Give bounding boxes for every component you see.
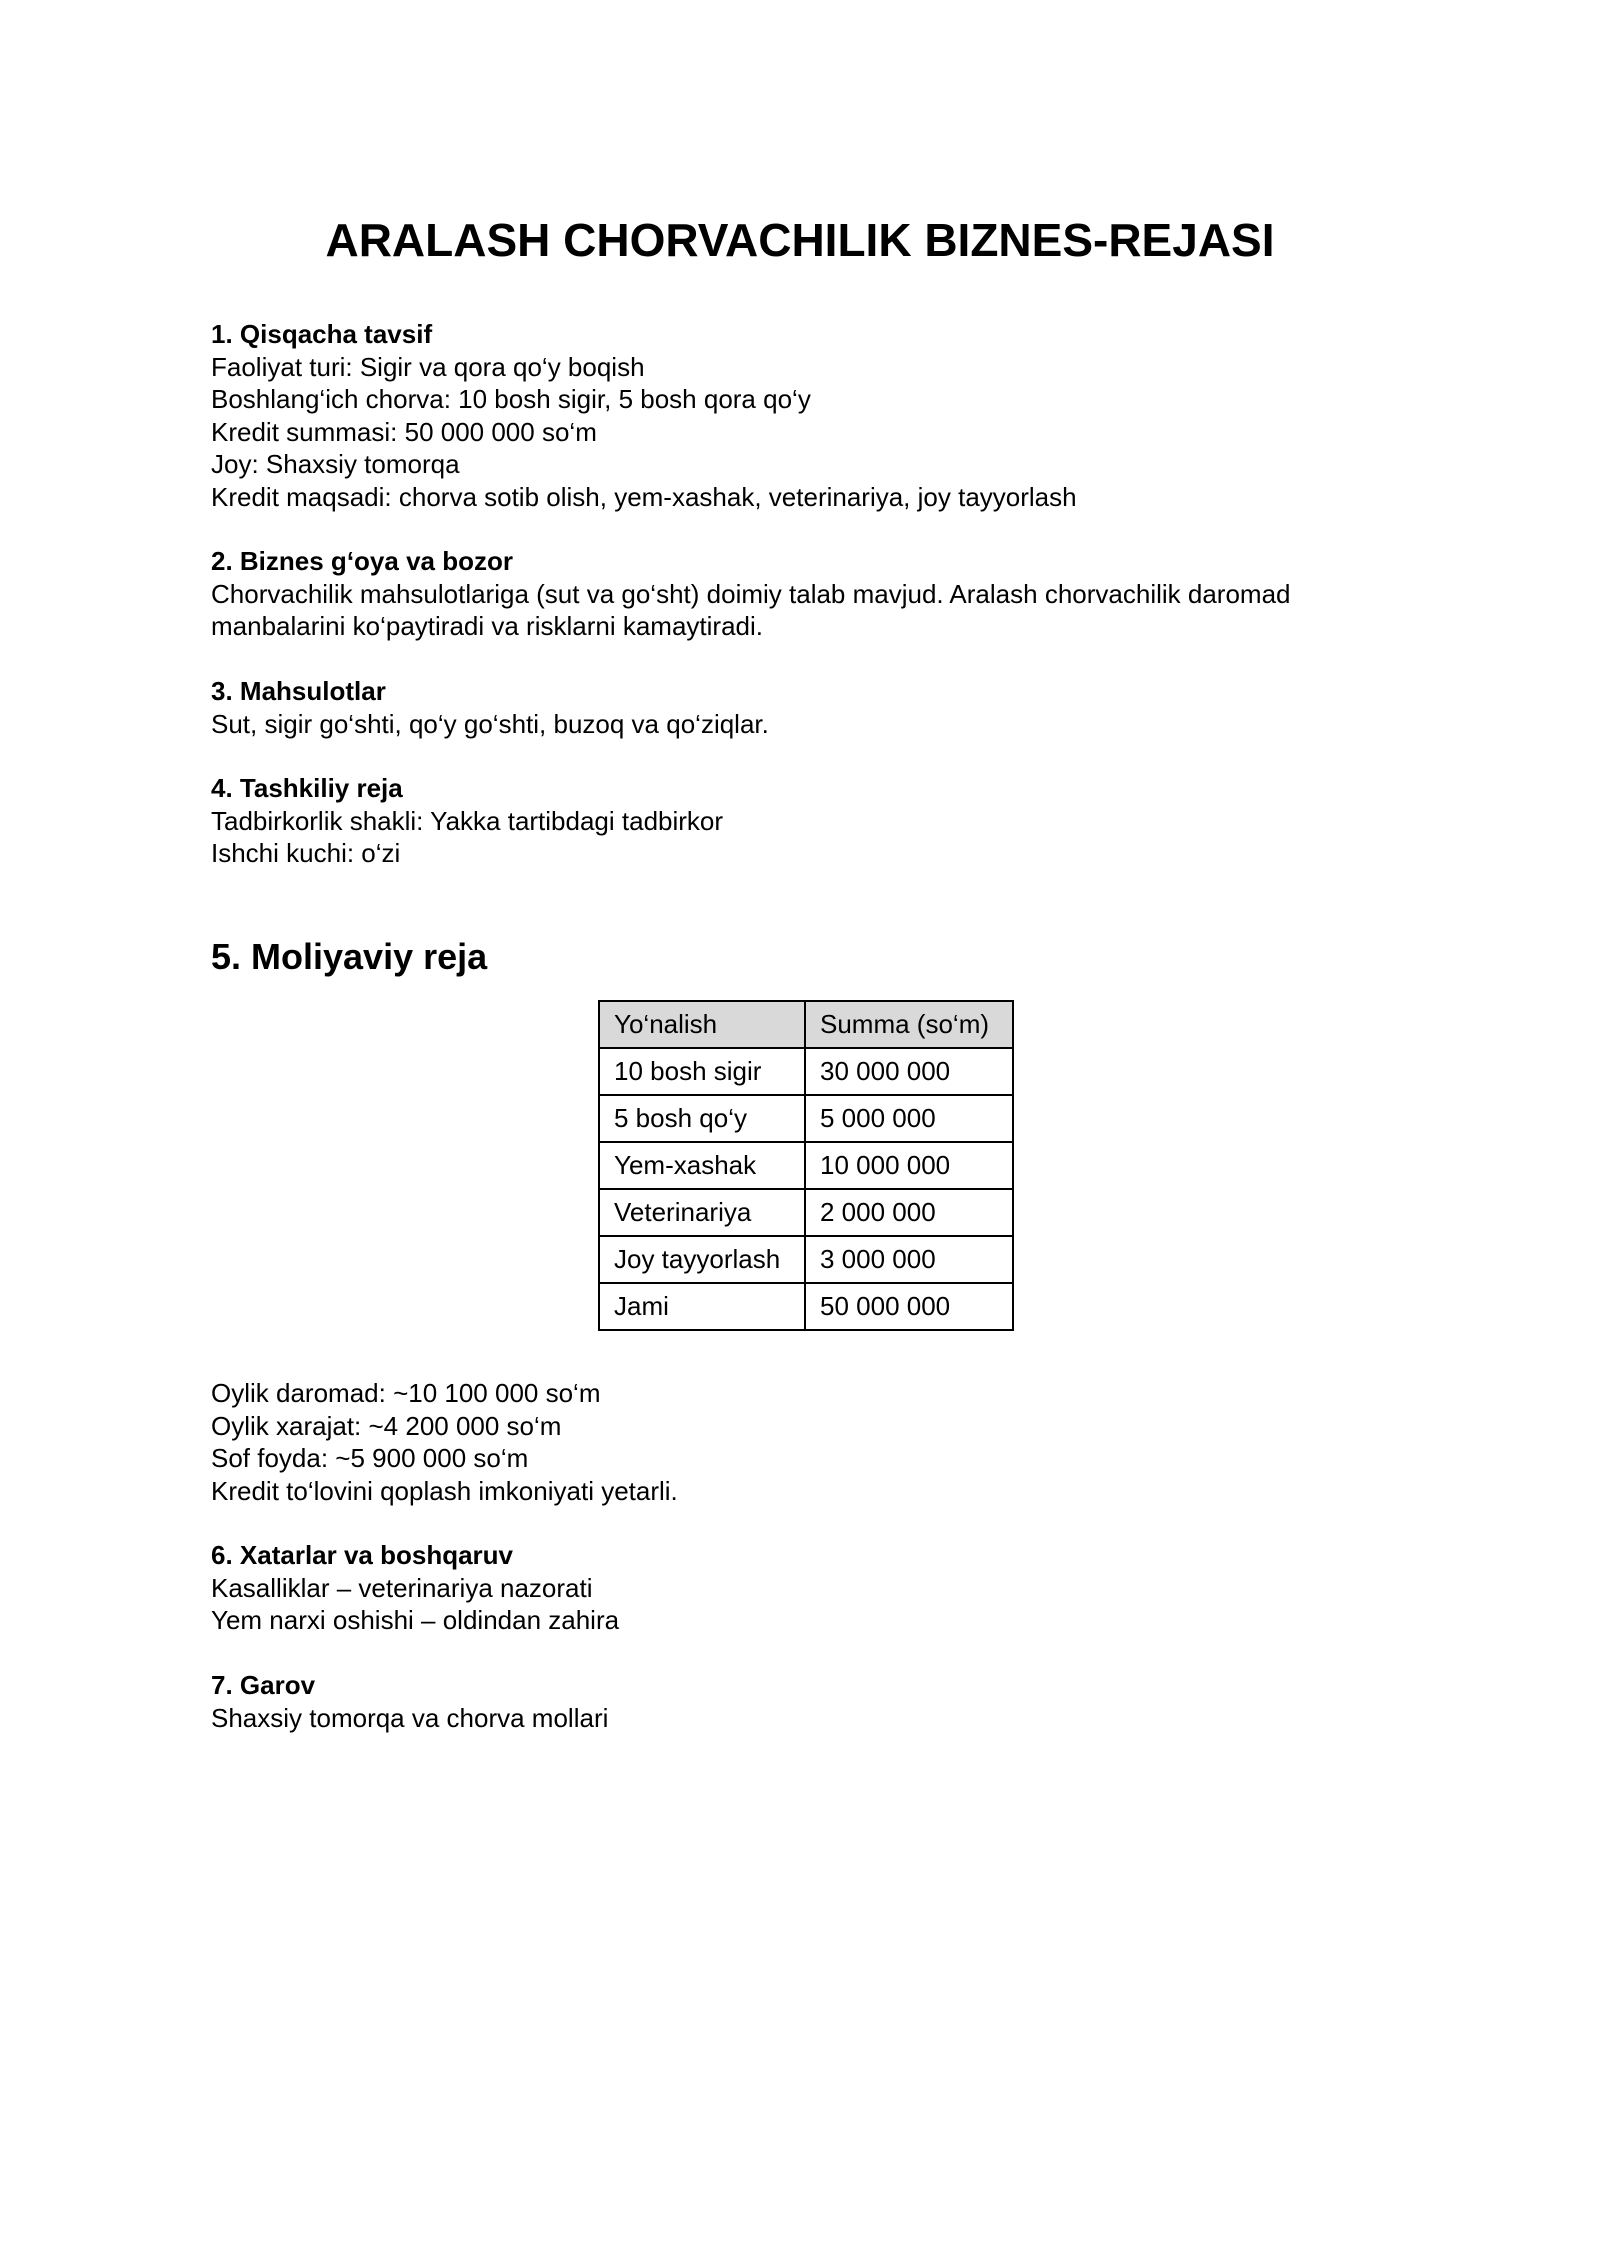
budget-table	[598, 1000, 1014, 1331]
section-business-idea	[211, 545, 1391, 643]
table-cell: Joy tayyorlash	[599, 1236, 805, 1283]
section-heading: 3. Mahsulotlar	[211, 676, 386, 706]
table-cell: 30 000 000	[805, 1048, 1013, 1095]
table-row	[599, 1189, 1013, 1236]
table-header-row	[599, 1001, 1013, 1048]
text-line: Tadbirkorlik shakli: Yakka tartibdagi tadbirkor	[211, 805, 724, 836]
section-organization	[211, 772, 1391, 870]
table-cell: Veterinariya	[599, 1189, 805, 1236]
table-row	[599, 1236, 1013, 1283]
text-line: Sut, sigir go‘shti, qo‘y go‘shti, buzoq va qo‘ziqlar.	[211, 708, 769, 739]
section-heading: 7. Garov	[211, 1670, 316, 1700]
text-line: Sof foyda: ~5 900 000 so‘m	[211, 1443, 529, 1473]
column-header: Yo‘nalish	[599, 1001, 805, 1048]
table-cell: 50 000 000	[805, 1283, 1013, 1330]
table-cell: 10 bosh sigir	[599, 1048, 805, 1095]
table-cell: 5 000 000	[805, 1095, 1013, 1142]
text-line: Yem narxi oshishi – oldindan zahira	[211, 1605, 620, 1635]
section-risks	[211, 1539, 1391, 1637]
section-products	[211, 675, 1391, 740]
table-cell: 10 000 000	[805, 1142, 1013, 1189]
text-line: Faoliyat turi: Sigir va qora qo‘y boqish	[211, 351, 645, 382]
table-row	[599, 1048, 1013, 1095]
text-line: Ishchi kuchi: o‘zi	[211, 838, 401, 868]
text-line: Kasalliklar – veterinariya nazorati	[211, 1572, 593, 1603]
table-row	[599, 1142, 1013, 1189]
financial-summary	[211, 1377, 1391, 1507]
text-line: Chorvachilik mahsulotlariga (sut va go‘sht) doimiy talab mavjud. Aralash chorvachilik daromad	[211, 578, 1291, 609]
text-line: Oylik xarajat: ~4 200 000 so‘m	[211, 1410, 562, 1441]
text-line: Joy: Shaxsiy tomorqa	[211, 449, 460, 479]
section-heading: 2. Biznes g‘oya va bozor	[211, 546, 513, 576]
table-row-total	[599, 1283, 1013, 1330]
text-line: Kredit maqsadi: chorva sotib olish, yem-xashak, veterinariya, joy tayyorlash	[211, 481, 1077, 512]
table-row	[599, 1095, 1013, 1142]
section-summary	[211, 318, 1391, 513]
table-cell: 2 000 000	[805, 1189, 1013, 1236]
table-cell: Jami	[599, 1283, 805, 1330]
section-heading: 1. Qisqacha tavsif	[211, 319, 433, 349]
table-cell: 3 000 000	[805, 1236, 1013, 1283]
text-line: Kredit to‘lovini qoplash imkoniyati yetarli.	[211, 1475, 678, 1506]
text-line: Oylik daromad: ~10 100 000 so‘m	[211, 1378, 601, 1408]
text-line: Kredit summasi: 50 000 000 so‘m	[211, 416, 597, 447]
text-line: Shaxsiy tomorqa va chorva mollari	[211, 1702, 609, 1733]
financial-plan-heading: 5. Moliyaviy reja	[211, 936, 488, 977]
section-heading: 6. Xatarlar va boshqaruv	[211, 1540, 514, 1570]
table-cell: 5 bosh qo‘y	[599, 1095, 805, 1142]
table-cell: Yem-xashak	[599, 1142, 805, 1189]
section-collateral	[211, 1669, 1391, 1734]
column-header: Summa (so‘m)	[805, 1001, 1013, 1048]
text-line: manbalarini ko‘paytiradi va risklarni kamaytiradi.	[211, 611, 763, 641]
section-heading: 4. Tashkiliy reja	[211, 773, 403, 803]
text-line: Boshlang‘ich chorva: 10 bosh sigir, 5 bosh qora qo‘y	[211, 384, 811, 414]
document-title: ARALASH CHORVACHILIK BIZNES-REJASI	[325, 214, 1275, 266]
